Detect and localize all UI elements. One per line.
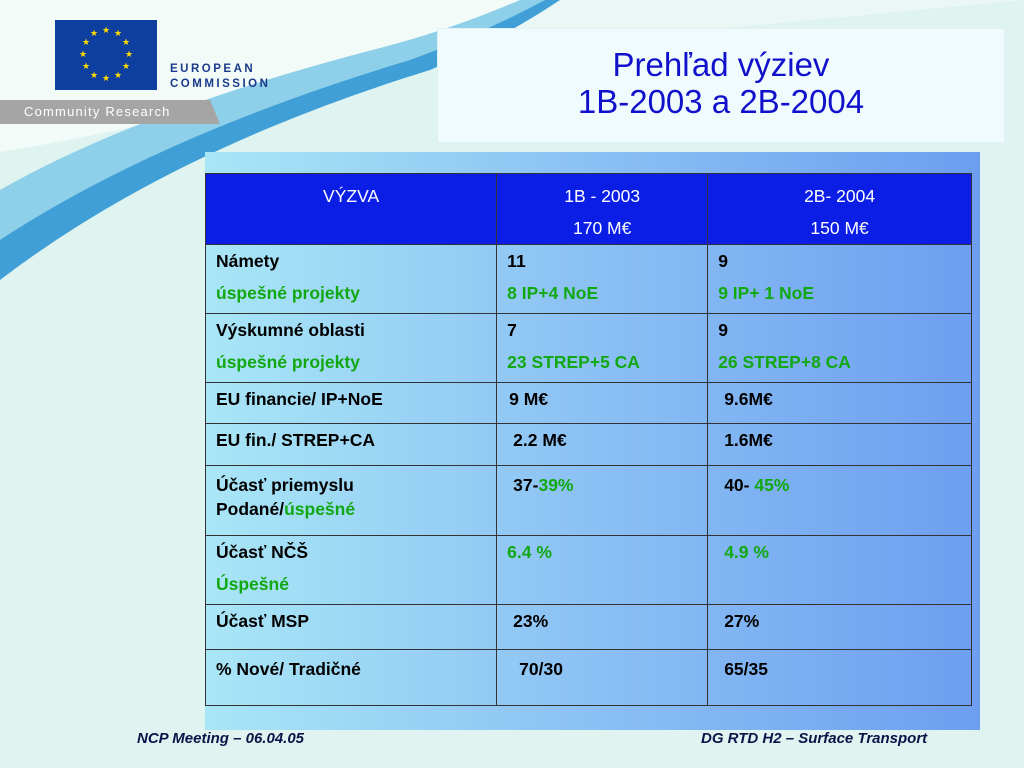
european-commission-label: EUROPEAN COMMISSION <box>170 63 271 90</box>
row-value-2003: 11 8 IP+4 NoE <box>497 245 708 314</box>
row-value-2003: 70/30 <box>497 650 708 706</box>
svg-text:★: ★ <box>113 28 123 38</box>
row-value-2003: 6.4 % <box>497 536 708 605</box>
row-value-2003: 37-39% <box>497 466 708 536</box>
row-label: EU financie/ IP+NoE <box>206 383 497 424</box>
svg-text:★: ★ <box>101 73 111 83</box>
svg-text:★: ★ <box>81 61 91 71</box>
svg-text:★: ★ <box>78 49 88 59</box>
table-row <box>206 650 972 706</box>
table-row <box>206 314 972 383</box>
row-label: Výskumné oblasti úspešné projekty <box>206 314 497 383</box>
header-cell-1b-2003: 1B - 2003 170 M€ <box>497 174 708 245</box>
row-label: Námety úspešné projekty <box>206 245 497 314</box>
community-research-label: Community Research <box>24 104 171 119</box>
row-value-2004: 1.6M€ <box>708 424 972 466</box>
header-cell-2b-2004: 2B- 2004 150 M€ <box>708 174 972 245</box>
table-row <box>206 536 972 605</box>
table-row <box>206 605 972 650</box>
row-value-2003: 9 M€ <box>497 383 708 424</box>
row-value-2003: 7 23 STREP+5 CA <box>497 314 708 383</box>
row-label: % Nové/ Tradičné <box>206 650 497 706</box>
header-cell-vyzva: VÝZVA <box>206 174 497 245</box>
row-value-2004: 40- 45% <box>708 466 972 536</box>
title-line-2: 1B-2003 a 2B-2004 <box>577 83 865 120</box>
svg-text:★: ★ <box>124 49 134 59</box>
row-value-2004: 27% <box>708 605 972 650</box>
slide-title <box>438 29 1004 142</box>
title-line-1: Prehľad výziev <box>612 46 830 83</box>
eu-flag-logo <box>55 20 157 90</box>
table-row <box>206 424 972 466</box>
row-label: Účasť MSP <box>206 605 497 650</box>
row-value-2004: 9.6M€ <box>708 383 972 424</box>
row-value-2004: 9 9 IP+ 1 NoE <box>708 245 972 314</box>
svg-text:★: ★ <box>121 37 131 47</box>
row-label: Účasť priemyslu Podané/úspešné <box>206 466 497 536</box>
row-label: Účasť NČŠ Úspešné <box>206 536 497 605</box>
svg-text:★: ★ <box>121 61 131 71</box>
table-row <box>206 466 972 536</box>
table-header-row <box>206 174 972 245</box>
row-value-2003: 2.2 M€ <box>497 424 708 466</box>
row-value-2004: 9 26 STREP+8 CA <box>708 314 972 383</box>
row-value-2004: 4.9 % <box>708 536 972 605</box>
row-value-2003: 23% <box>497 605 708 650</box>
footer-department: DG RTD H2 – Surface Transport <box>701 730 928 747</box>
calls-overview-table <box>205 173 972 706</box>
svg-text:★: ★ <box>101 25 111 35</box>
table-row <box>206 383 972 424</box>
row-label: EU fin./ STREP+CA <box>206 424 497 466</box>
svg-text:★: ★ <box>113 70 123 80</box>
row-value-2004: 65/35 <box>708 650 972 706</box>
table-row <box>206 245 972 314</box>
footer-meeting-date: NCP Meeting – 06.04.05 <box>137 730 305 747</box>
svg-text:★: ★ <box>89 70 99 80</box>
svg-text:★: ★ <box>89 28 99 38</box>
svg-text:★: ★ <box>81 37 91 47</box>
